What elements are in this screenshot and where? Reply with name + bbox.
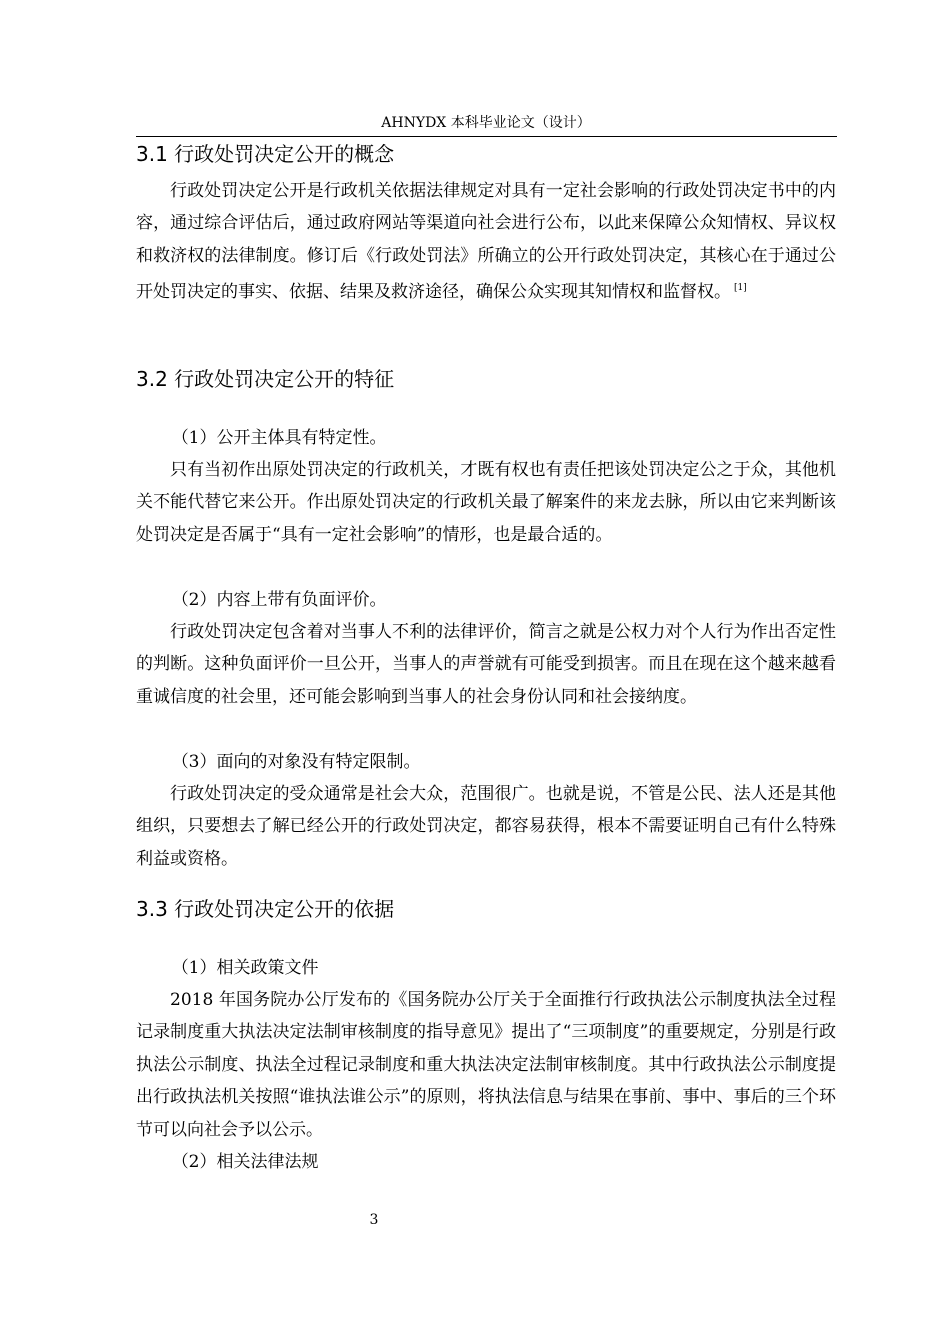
section-heading-3-1: 3.1 行政处罚决定公开的概念 <box>136 142 395 166</box>
feature-paragraph-2: 行政处罚决定包含着对当事人不利的法律评价，简言之就是公权力对个人行为作出否定性的判断。这种负面评价一旦公开，当事人的声誉就有可能受到损害。而且在现在这个越来越看重诚信度的社会里，还可能会影响到当事人的社会身份认同和社会接纳度。 <box>136 622 836 707</box>
feature-paragraph-1: 只有当初作出原处罚决定的行政机关，才既有权也有责任把该处罚决定公之于众，其他机关不能代替它来公开。作出原处罚决定的行政机关最了解案件的来龙去脉，所以由它来判断该处罚决定是否属于“具有一定社会影响”的情形，也是最合适的。 <box>136 460 836 545</box>
section-heading-3-2: 3.2 行政处罚决定公开的特征 <box>136 367 395 391</box>
section-3-1-text: 行政处罚决定公开是行政机关依据法律规定对具有一定社会影响的行政处罚决定书中的内容，通过综合评估后，通过政府网站等渠道向社会进行公布，以此来保障公众知情权、异议权和救济权的法律制度。修订后《行政处罚法》所确立的公开行政处罚决定，其核心在于通过公开处罚决定的事实、依据、结果及救济途径，确保公众实现其知情权和监督权。 <box>136 181 836 303</box>
feature-paragraph-3: 行政处罚决定的受众通常是社会大众，范围很广。也就是说，不管是公民、法人还是其他组织，只要想去了解已经公开的行政处罚决定，都容易获得，根本不需要证明自己有什么特殊利益或资格。 <box>136 784 836 869</box>
citation-ref-1: [1] <box>734 283 747 294</box>
basis-paragraph-1: 2018 年国务院办公厅发布的《国务院办公厅关于全面推行行政执法公示制度执法全过程记录制度重大执法决定法制审核制度的指导意见》提出了“三项制度”的重要规定，分别是行政执法公示制度、执法全过程记录制度和重大执法决定法制审核制度。其中行政执法公示制度提出行政执法机关按照“谁执法谁公示”的原则，将执法信息与结果在事前、事中、事后的三个环节可以向社会予以公示。 <box>136 990 836 1140</box>
basis-item-1: （1）相关政策文件 <box>171 958 319 978</box>
feature-item-3: （3）面向的对象没有特定限制。 <box>171 752 421 772</box>
section-3-1-paragraph <box>136 175 836 309</box>
page-number: 3 <box>369 1212 379 1228</box>
feature-item-1: （1）公开主体具有特定性。 <box>171 428 387 448</box>
running-header: AHNYDX 本科毕业论文（设计） <box>381 115 591 131</box>
basis-item-2: （2）相关法律法规 <box>171 1152 319 1172</box>
feature-item-2: （2）内容上带有负面评价。 <box>171 590 387 610</box>
header-rule <box>136 136 837 137</box>
section-heading-3-3: 3.3 行政处罚决定公开的依据 <box>136 897 395 921</box>
